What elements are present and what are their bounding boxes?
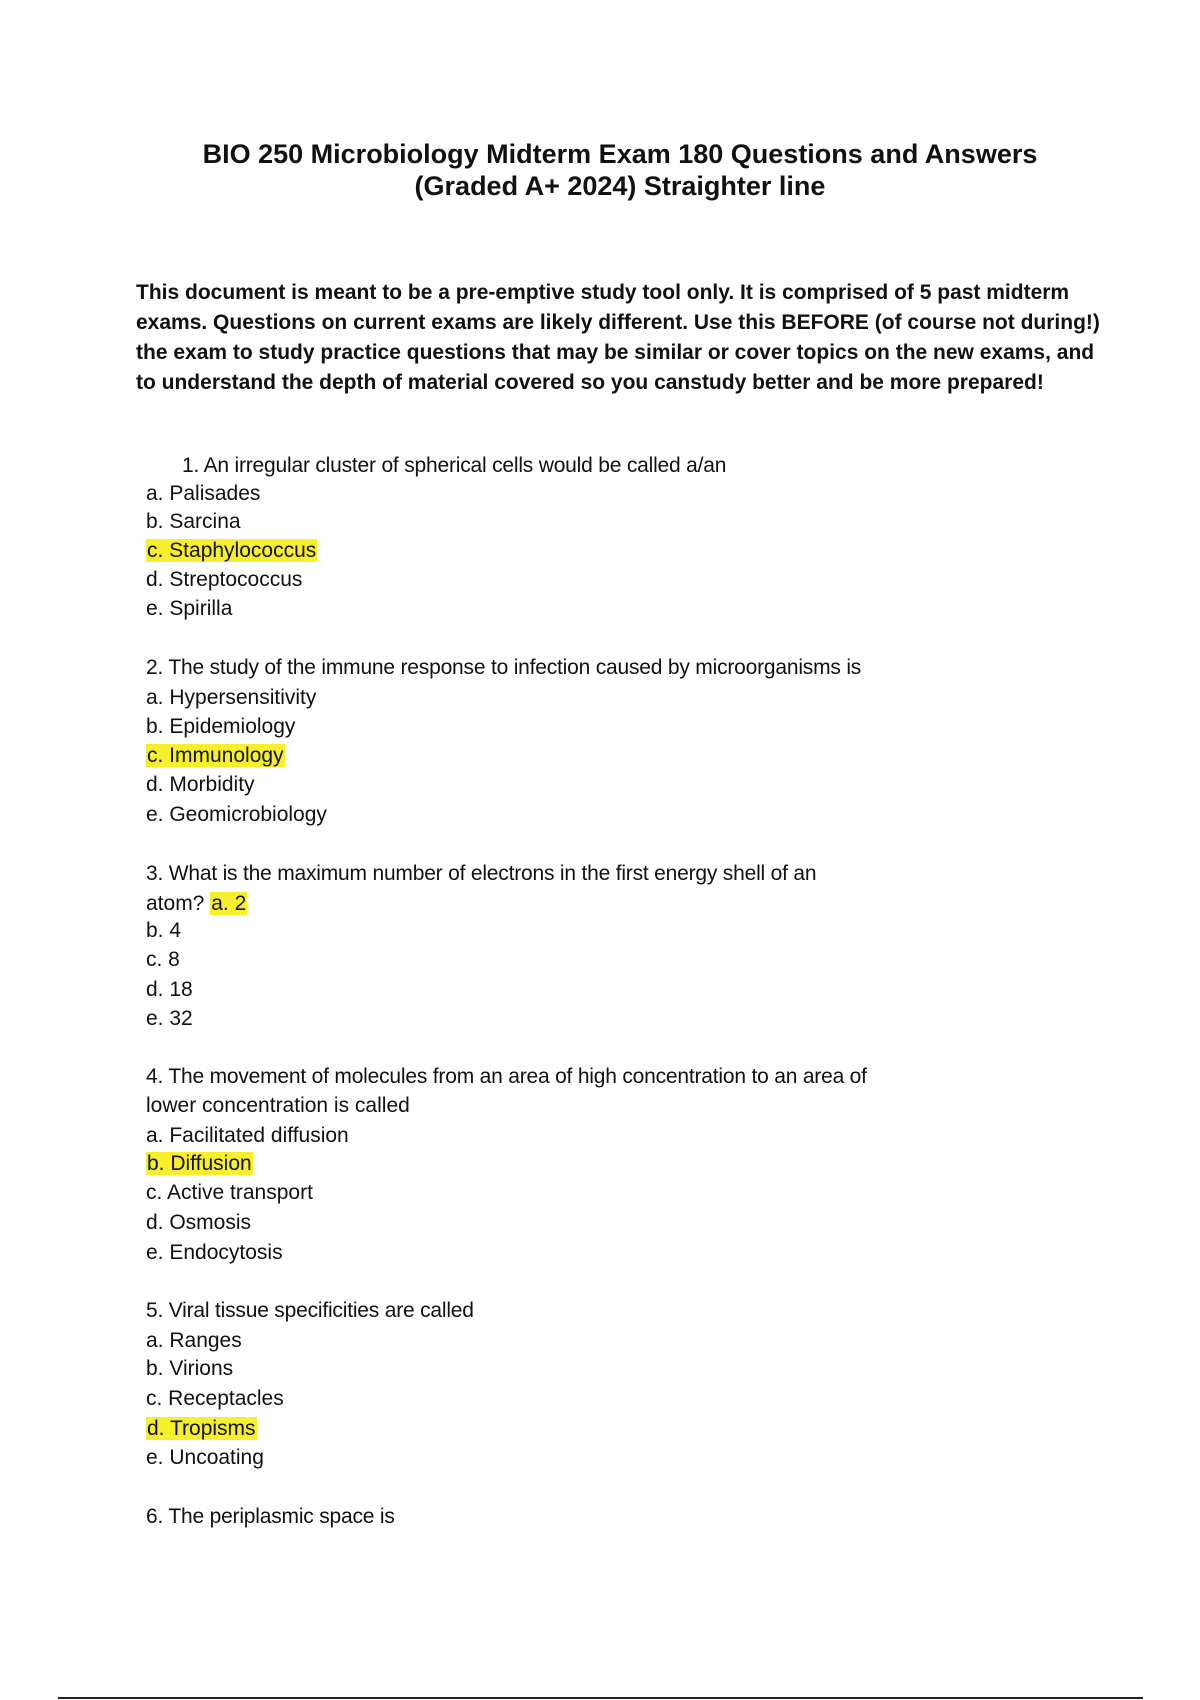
question-3-option-e: e. 32: [146, 1007, 193, 1030]
question-4-prompt-line-1: 4. The movement of molecules from an area of high concentration to an area of: [146, 1065, 867, 1088]
question-2-option-a: a. Hypersensitivity: [146, 686, 317, 709]
answer-highlight: d. Tropisms: [147, 1417, 256, 1440]
question-1-option-a: a. Palisades: [146, 482, 261, 505]
question-1-option-e: e. Spirilla: [146, 597, 233, 620]
question-5-option-d: [146, 1416, 257, 1442]
answer-highlight: c. Immunology: [147, 744, 284, 767]
question-2-option-c: [146, 743, 285, 769]
answer-highlight: a. 2: [211, 892, 247, 915]
question-2-option-b: b. Epidemiology: [146, 715, 296, 738]
question-3-prompt-tail: atom?: [146, 892, 205, 915]
question-4-option-d: d. Osmosis: [146, 1211, 252, 1234]
question-4-prompt-line-2: lower concentration is called: [146, 1094, 410, 1117]
question-1-option-c: [146, 538, 317, 564]
question-4-option-c: c. Active transport: [146, 1181, 313, 1204]
question-3-option-c: c. 8: [146, 948, 180, 971]
question-3-option-d: d. 18: [146, 978, 193, 1001]
title-line-1: BIO 250 Microbiology Midterm Exam 180 Questions and Answers: [202, 139, 1038, 169]
question-2-option-d: d. Morbidity: [146, 773, 255, 796]
question-1-option-d: d. Streptococcus: [146, 568, 303, 591]
title-line-2: (Graded A+ 2024) Straighter line: [414, 171, 826, 201]
intro-paragraph: This document is meant to be a pre-emptive study tool only. It is comprised of 5 past midterm exams. Questions on current exams are likely different. Use this BEFORE (of course not during!) the exam to study practice questions that may be similar or cover topics on the new exams, and to understand the depth of material covered so you canstudy better and be more prepared!: [136, 281, 1100, 394]
question-4-option-a: a. Facilitated diffusion: [146, 1124, 349, 1147]
question-1-option-b: b. Sarcina: [146, 510, 241, 533]
question-4-option-e: e. Endocytosis: [146, 1241, 283, 1264]
page-bottom-rule: [58, 1697, 1143, 1699]
question-5-option-e: e. Uncoating: [146, 1446, 264, 1469]
question-6-prompt: 6. The periplasmic space is: [146, 1505, 395, 1528]
question-3-option-b: b. 4: [146, 919, 182, 942]
question-1-prompt: 1. An irregular cluster of spherical cells would be called a/an: [182, 454, 727, 477]
question-5-prompt: 5. Viral tissue specificities are called: [146, 1299, 474, 1322]
question-2-option-e: e. Geomicrobiology: [146, 803, 327, 826]
answer-highlight: b. Diffusion: [147, 1152, 252, 1175]
question-5-option-b: b. Virions: [146, 1357, 234, 1380]
question-5-option-a: a. Ranges: [146, 1329, 242, 1352]
question-4-option-b: [146, 1151, 253, 1177]
answer-highlight: c. Staphylococcus: [147, 539, 317, 562]
question-2-prompt: 2. The study of the immune response to infection caused by microorganisms is: [146, 656, 862, 679]
question-5-option-c: c. Receptacles: [146, 1387, 284, 1410]
question-3-prompt-line-1: 3. What is the maximum number of electrons in the first energy shell of an: [146, 862, 817, 885]
question-3-prompt-line-2: [146, 891, 247, 917]
